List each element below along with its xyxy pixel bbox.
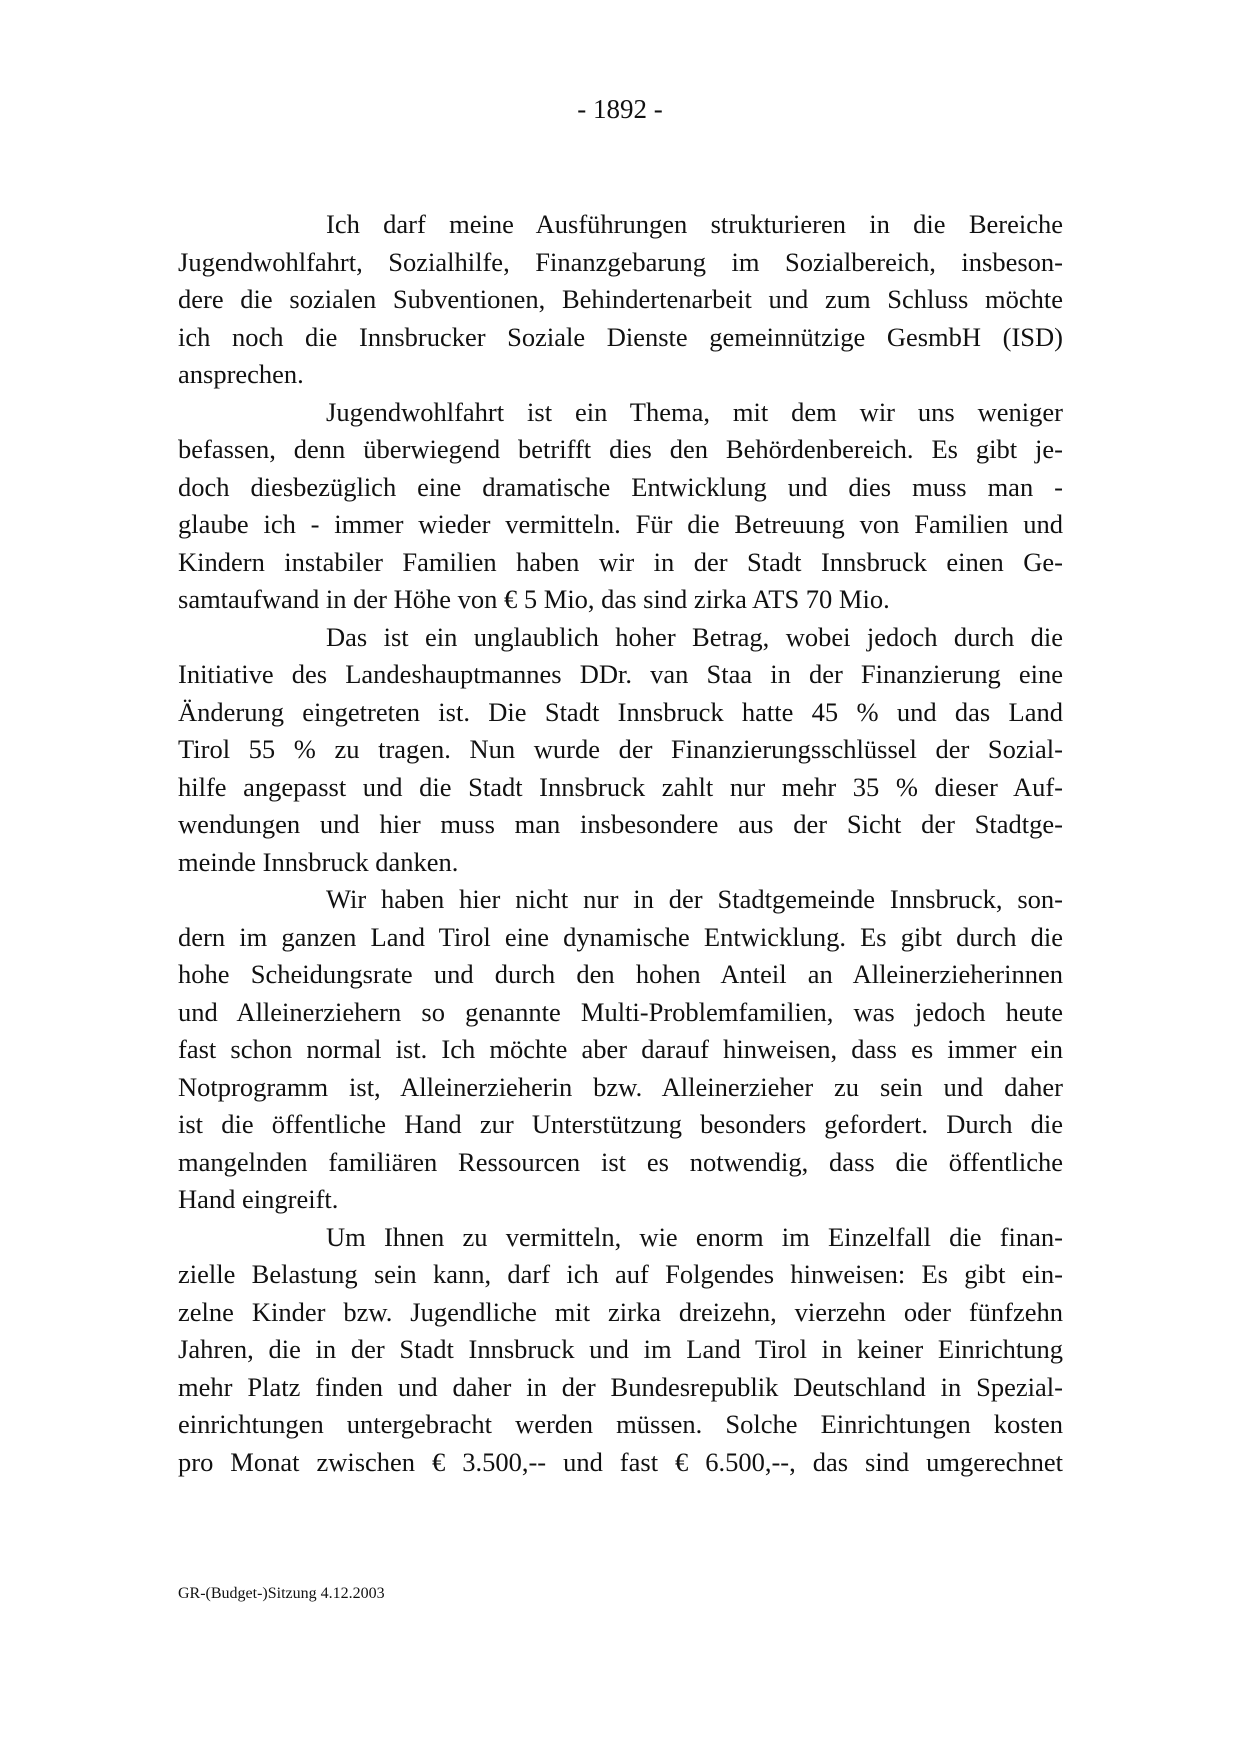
text-line: ist die öffentliche Hand zur Unterstützung besonders gefordert. Durch die bbox=[178, 1109, 1063, 1139]
text-line: Jugendwohlfahrt, Sozialhilfe, Finanzgebarung im Sozialbereich, insbeson- bbox=[178, 246, 1063, 277]
text-line: Ich darf meine Ausführungen strukturieren in die Bereiche bbox=[326, 209, 1063, 239]
text-line: hilfe angepasst und die Stadt Innsbruck zahlt nur mehr 35 % dieser Auf- bbox=[178, 771, 1063, 802]
text-line: Um Ihnen zu vermitteln, wie enorm im Einzelfall die finan- bbox=[326, 1221, 1063, 1252]
text-line: doch diesbezüglich eine dramatische Entwicklung und dies muss man - bbox=[178, 471, 1063, 502]
text-line: Jahren, die in der Stadt Innsbruck und im Land Tirol in keiner Einrichtung bbox=[178, 1334, 1063, 1364]
text-line: ich noch die Innsbrucker Soziale Dienste gemeinnützige GesmbH (ISD) bbox=[178, 321, 1063, 352]
text-line: hohe Scheidungsrate und durch den hohen Anteil an Alleinerzieherinnen bbox=[178, 959, 1063, 989]
text-line: dere die sozialen Subventionen, Behindertenarbeit und zum Schluss möchte bbox=[178, 284, 1063, 314]
text-line: einrichtungen untergebracht werden müssen. Solche Einrichtungen kosten bbox=[178, 1409, 1063, 1439]
text-line: ansprechen. bbox=[178, 359, 304, 389]
text-line: mangelnden familiären Ressourcen ist es notwendig, dass die öffentliche bbox=[178, 1146, 1063, 1177]
text-line: wendungen und hier muss man insbesondere aus der Sicht der Stadtge- bbox=[178, 809, 1063, 839]
text-line: meinde Innsbruck danken. bbox=[178, 846, 459, 877]
text-line: Jugendwohlfahrt ist ein Thema, mit dem wir uns weniger bbox=[326, 396, 1063, 427]
text-line: fast schon normal ist. Ich möchte aber darauf hinweisen, dass es immer ein bbox=[178, 1034, 1063, 1064]
text-line: pro Monat zwischen € 3.500,-- und fast € 6.500,--, das sind umgerechnet bbox=[178, 1446, 1063, 1477]
page-number: - 1892 - bbox=[577, 94, 663, 124]
text-line: Initiative des Landeshauptmannes DDr. van Staa in der Finanzierung eine bbox=[178, 659, 1063, 689]
text-line: samtaufwand in der Höhe von € 5 Mio, das sind zirka ATS 70 Mio. bbox=[178, 584, 890, 614]
text-line: Änderung eingetreten ist. Die Stadt Innsbruck hatte 45 % und das Land bbox=[178, 696, 1063, 727]
text-line: und Alleinerziehern so genannte Multi-Problemfamilien, was jedoch heute bbox=[178, 996, 1063, 1027]
footer-session-label: GR-(Budget-)Sitzung 4.12.2003 bbox=[178, 1585, 385, 1602]
text-line: Das ist ein unglaublich hoher Betrag, wobei jedoch durch die bbox=[326, 621, 1063, 652]
paragraph bbox=[178, 881, 1063, 1219]
text-line: Kindern instabiler Familien haben wir in der Stadt Innsbruck einen Ge- bbox=[178, 546, 1063, 577]
paragraph bbox=[178, 1219, 1063, 1482]
text-line: glaube ich - immer wieder vermitteln. Für die Betreuung von Familien und bbox=[178, 509, 1063, 539]
paragraph bbox=[178, 619, 1063, 882]
text-line: mehr Platz finden und daher in der Bundesrepublik Deutschland in Spezial- bbox=[178, 1371, 1063, 1402]
text-line: zielle Belastung sein kann, darf ich auf Folgendes hinweisen: Es gibt ein- bbox=[178, 1259, 1063, 1289]
text-line: Hand eingreift. bbox=[178, 1184, 339, 1214]
text-line: dern im ganzen Land Tirol eine dynamische Entwicklung. Es gibt durch die bbox=[178, 921, 1063, 952]
text-line: Tirol 55 % zu tragen. Nun wurde der Finanzierungsschlüssel der Sozial- bbox=[178, 734, 1063, 764]
paragraph bbox=[178, 206, 1063, 394]
text-line: zelne Kinder bzw. Jugendliche mit zirka dreizehn, vierzehn oder fünfzehn bbox=[178, 1296, 1063, 1327]
text-line: Wir haben hier nicht nur in der Stadtgemeinde Innsbruck, son- bbox=[326, 884, 1063, 914]
body-text bbox=[178, 206, 1063, 1481]
text-line: Notprogramm ist, Alleinerzieherin bzw. Alleinerzieher zu sein und daher bbox=[178, 1071, 1063, 1102]
paragraph bbox=[178, 394, 1063, 619]
text-line: befassen, denn überwiegend betrifft dies den Behördenbereich. Es gibt je- bbox=[178, 434, 1063, 464]
